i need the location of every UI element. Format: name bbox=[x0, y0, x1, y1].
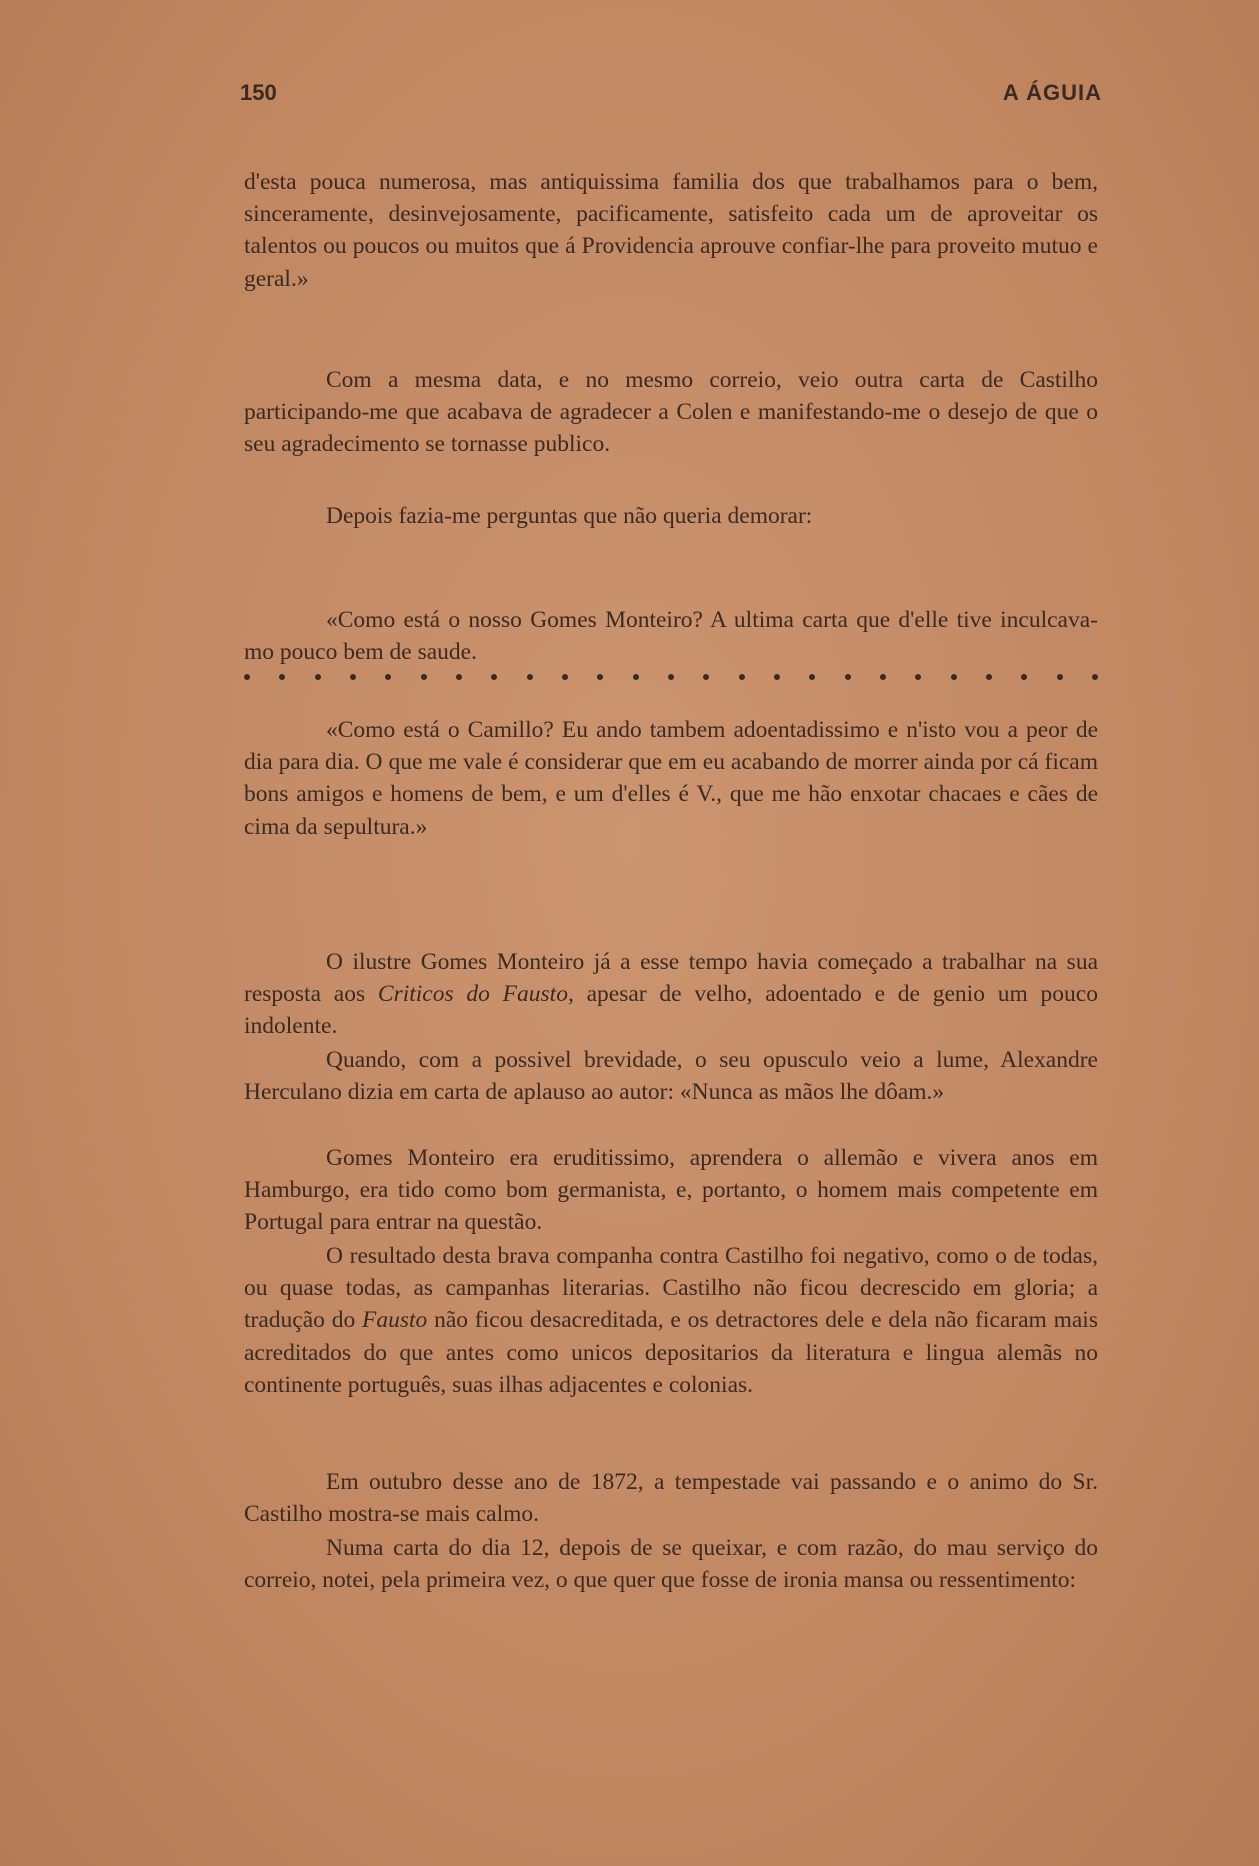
quote-paragraph-2: «Como está o Camillo? Eu ando tambem adoentadissimo e n'isto vou a peor de dia para dia. O que me vale é considerar que em eu acabando de morrer ainda por cá ficam bons amigos e homens de bem, e um d'elles é V., que me hão enxotar chacaes e cães de cima da sepultura.» bbox=[244, 717, 1098, 840]
work-title-fausto: Fausto bbox=[362, 1307, 428, 1334]
paragraph-7-text-b: não ficou desacreditada, e os detractores dele e dela não ficaram mais acreditados do que antes como unicos depositarios da literatura e lingua alemãs no continente português, suas ilhas adjacentes e colonias. bbox=[244, 1307, 1098, 1398]
paragraph-6: Gomes Monteiro era eruditissimo, aprendera o allemão e vivera anos em Hamburgo, era tido como bom germanista, e, portanto, o homem mais competente em Portugal para entrar na questão. bbox=[244, 1145, 1098, 1236]
paragraph-4 bbox=[244, 946, 1098, 1043]
paragraph-4-text-a: O ilustre Gomes Monteiro já a esse tempo havia começado a trabalhar na sua resposta aos bbox=[244, 949, 1098, 1008]
paragraph-9: Numa carta do dia 12, depois de se queixar, e com razão, do mau serviço do correio, notei, pela primeira vez, o que quer que fosse de ironia mansa ou ressentimento: bbox=[244, 1535, 1098, 1594]
paragraph-8: Em outubro desse ano de 1872, a tempestade vai passando e o animo do Sr. Castilho mostra-se mais calmo. bbox=[244, 1469, 1098, 1528]
work-title-criticos: Criticos do Fausto, bbox=[377, 981, 574, 1008]
page-number: 150 bbox=[240, 80, 277, 105]
quote-paragraph-1: «Como está o nosso Gomes Monteiro? A ultima carta que d'elle tive inculcava-mo pouco bem de saude. bbox=[244, 607, 1098, 666]
running-title: A ÁGUIA bbox=[1002, 80, 1102, 105]
ellipsis-separator bbox=[244, 674, 1098, 680]
page-header bbox=[240, 80, 1102, 116]
paragraph-7 bbox=[244, 1240, 1098, 1401]
paragraph-4-text-b: apesar de velho, adoentado e de genio um pouco indolente. bbox=[244, 981, 1098, 1040]
paragraph-2: Com a mesma data, e no mesmo correio, veio outra carta de Castilho participando-me que acabava de agradecer a Colen e manifestando-me o desejo de que o seu agradecimento se tornasse publico. bbox=[244, 367, 1098, 458]
paragraph-3: Depois fazia-me perguntas que não queria demorar: bbox=[326, 503, 813, 529]
paragraph-7-text-a: O resultado desta brava companha contra Castilho foi negativo, como o de todas, ou quase todas, as campanhas literarias. Castilho não ficou decrescido em gloria; a tradução do bbox=[244, 1243, 1098, 1334]
paragraph-1: d'esta pouca numerosa, mas antiquissima familia dos que trabalhamos para o bem, sinceramente, desinvejosamente, pacificamente, satisfeito cada um de aproveitar os talentos ou poucos ou muitos que á Providencia aprouve confiar-lhe para proveito mutuo e geral.» bbox=[244, 169, 1098, 292]
paragraph-5: Quando, com a possivel brevidade, o seu opusculo veio a lume, Alexandre Herculano dizia em carta de aplauso ao autor: «Nunca as mãos lhe dôam.» bbox=[244, 1047, 1098, 1106]
